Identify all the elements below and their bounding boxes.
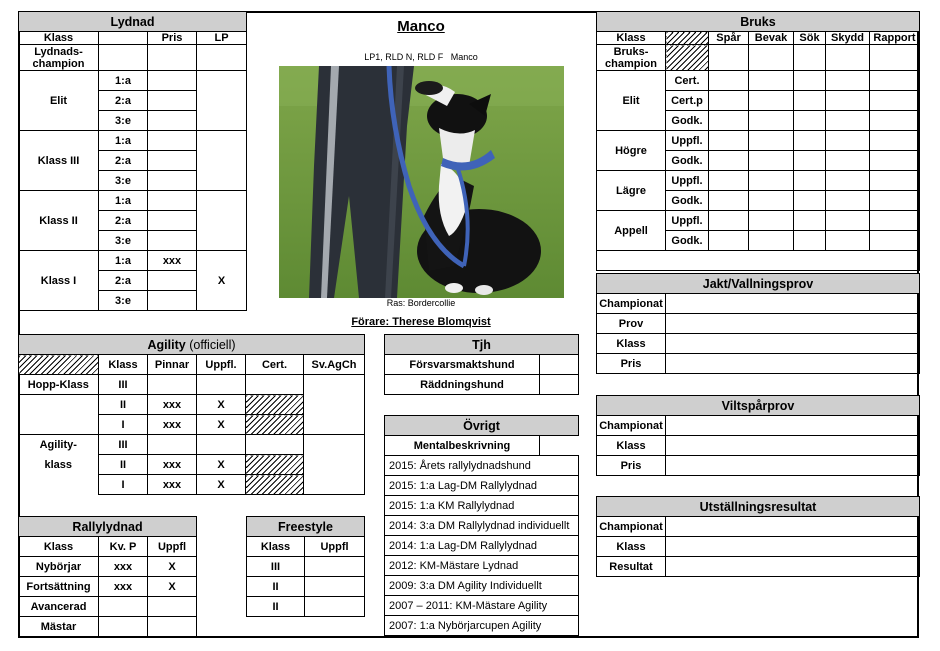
freestyle-title: Freestyle [247, 517, 365, 537]
rally-table: Rallylydnad Klass Kv. P Uppfl Nybörjar xxx X Fortsättning xxx X Avancerad Mästar [18, 516, 197, 637]
rally-title: Rallylydnad [19, 517, 197, 537]
lydnad-klass1-lp: X [197, 251, 247, 311]
bruks-title: Bruks [597, 12, 920, 32]
lydnad-title: Lydnad [19, 12, 247, 32]
agility-klass-2: klass [44, 458, 73, 471]
agility-table: Agility (officiell) Klass Pinnar Uppfl. Cert. Sv.AgCh Hopp-Klass III II xxx X I xxx X Agility- III klass II xxx X I xxx X [18, 334, 365, 495]
bruks-champion: Bruks-champion [597, 45, 666, 71]
vilt-title: Viltspårprov [597, 396, 920, 416]
subtitle: LP1, RLD N, RLD F Manco [364, 52, 478, 62]
lydnad-col-lp: LP [197, 32, 247, 45]
breed-caption: Ras: Bordercollie [386, 298, 456, 308]
lydnad-klass1-pris: xxx [148, 251, 197, 271]
lydnad-col-pris: Pris [148, 32, 197, 45]
ovrigt-item: 2015: Årets rallylydnadshund [385, 456, 579, 476]
jakt-table: Jakt/Vallningsprov Championat Prov Klass Pris [596, 273, 920, 374]
lydnad-klass3: Klass III [19, 131, 99, 191]
ovrigt-item: 2007 – 2011: KM-Mästare Agility [385, 596, 579, 616]
ovrigt-item: 2009: 3:a DM Agility Individuellt [385, 576, 579, 596]
ovrigt-item: 2015: 1:a KM Rallylydnad [385, 496, 579, 516]
lydnad-klass2: Klass II [19, 191, 99, 251]
ovrigt-item: 2014: 3:a DM Rallylydnad individuellt [385, 516, 579, 536]
bruks-hogre: Högre [597, 131, 666, 171]
agility-klass-1: Agility- [19, 435, 99, 455]
handler-caption: Förare: Therese Blomqvist [351, 316, 491, 328]
ovrigt-item: 2012: KM-Mästare Lydnad [385, 556, 579, 576]
tjh-table: Tjh Försvarsmaktshund Räddningshund [384, 334, 579, 395]
utst-table: Utställningsresultat Championat Klass Resultat [596, 496, 920, 577]
bruks-appell: Appell [597, 211, 666, 251]
bruks-lagre: Lägre [597, 171, 666, 211]
mentalbeskrivning: Mentalbeskrivning [385, 436, 540, 456]
lydnad-klass1: Klass I [19, 251, 99, 311]
lydnad-champion: Lydnads-champion [19, 45, 99, 71]
agility-hopp: Hopp-Klass [19, 375, 99, 395]
agility-title: Agility (officiell) [19, 335, 365, 355]
tjh-title: Tjh [385, 335, 579, 355]
bruks-elit: Elit [597, 71, 666, 131]
ovrigt-table [384, 415, 579, 636]
bruks-table: Bruks Klass Spår Bevak Sök Skydd Rapport Bruks-champion Elit Cert. Cert.p Godk. Högre Uppfl. Godk. Lägre Uppfl. Godk. Appell Uppfl. Godk. [596, 11, 920, 271]
ovrigt-title: Övrigt [385, 416, 579, 436]
vilt-table: Viltspårprov Championat Klass Pris [596, 395, 920, 476]
utst-title: Utställningsresultat [597, 497, 920, 517]
lydnad-col-klass: Klass [19, 32, 99, 45]
page-title: Manco [397, 18, 445, 35]
lydnad-elit: Elit [19, 71, 99, 131]
jakt-title: Jakt/Vallningsprov [597, 274, 920, 294]
ovrigt-item: 2007: 1:a Nybörjarcupen Agility [385, 616, 579, 636]
lydnad-table: Lydnad Klass Pris LP Lydnads-champion Elit 1:a 2:a 3:e Klass III 1:a 2:a 3:e Klass II 1:a 2:a 3:e Klass I 1:a xxx X 2:a 3:e [18, 11, 247, 311]
freestyle-table: Freestyle Klass Uppfl III II II [246, 516, 365, 617]
dog-photo [279, 66, 564, 298]
ovrigt-item: 2014: 1:a Lag-DM Rallylydnad [385, 536, 579, 556]
ovrigt-item: 2015: 1:a Lag-DM Rallylydnad [385, 476, 579, 496]
